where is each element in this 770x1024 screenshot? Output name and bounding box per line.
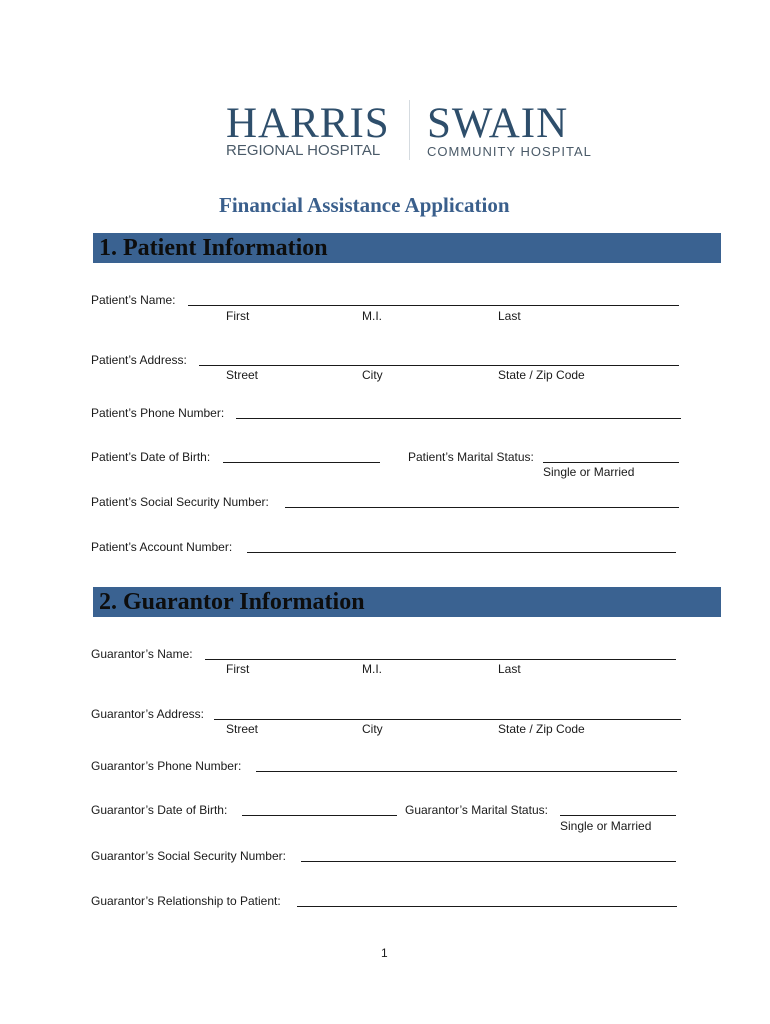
harris-logo-subtitle: REGIONAL HOSPITAL: [226, 142, 381, 159]
document-title: Financial Assistance Application: [219, 193, 510, 217]
patient-account-field[interactable]: [247, 552, 676, 553]
guarantor-address-field[interactable]: [214, 719, 681, 720]
guarantor-relationship-field[interactable]: [297, 906, 677, 907]
guarantor-address-label: Guarantor’s Address:: [91, 707, 204, 721]
patient-ssn-label: Patient’s Social Security Number:: [91, 495, 269, 509]
swain-logo-subtitle: COMMUNITY HOSPITAL: [427, 144, 592, 159]
patient-name-first-hint: First: [226, 309, 250, 323]
guarantor-relationship-label: Guarantor’s Relationship to Patient:: [91, 894, 281, 908]
patient-section-header: [93, 233, 721, 263]
guarantor-ssn-label: Guarantor’s Social Security Number:: [91, 849, 286, 863]
guarantor-phone-field[interactable]: [256, 771, 677, 772]
page-number: 1: [381, 946, 388, 960]
patient-address-label: Patient’s Address:: [91, 353, 187, 367]
guarantor-name-label: Guarantor’s Name:: [91, 647, 193, 661]
patient-marital-label: Patient’s Marital Status:: [408, 450, 534, 464]
patient-dob-label: Patient’s Date of Birth:: [91, 450, 211, 464]
patient-marital-hint: Single or Married: [543, 465, 635, 479]
patient-name-field[interactable]: [188, 305, 679, 306]
guarantor-phone-label: Guarantor’s Phone Number:: [91, 759, 242, 773]
swain-logo-name: SWAIN: [427, 100, 569, 147]
guarantor-name-first-hint: First: [226, 662, 250, 676]
patient-phone-label: Patient’s Phone Number:: [91, 406, 225, 420]
patient-account-label: Patient’s Account Number:: [91, 540, 233, 554]
guarantor-ssn-field[interactable]: [301, 861, 676, 862]
guarantor-dob-field[interactable]: [242, 815, 397, 816]
patient-address-city-hint: City: [362, 368, 383, 382]
patient-name-last-hint: Last: [498, 309, 521, 323]
harris-logo-name: HARRIS: [226, 100, 390, 147]
guarantor-name-last-hint: Last: [498, 662, 521, 676]
patient-phone-field[interactable]: [236, 418, 681, 419]
patient-name-label: Patient’s Name:: [91, 293, 176, 307]
patient-dob-field[interactable]: [223, 462, 380, 463]
guarantor-section-title: 2. Guarantor Information: [99, 589, 365, 615]
logo-divider: [409, 100, 410, 160]
guarantor-section-header: [93, 587, 721, 617]
guarantor-marital-label: Guarantor’s Marital Status:: [405, 803, 548, 817]
guarantor-dob-label: Guarantor’s Date of Birth:: [91, 803, 228, 817]
guarantor-address-city-hint: City: [362, 722, 383, 736]
guarantor-marital-hint: Single or Married: [560, 819, 652, 833]
patient-name-mi-hint: M.I.: [362, 309, 382, 323]
patient-address-statezip-hint: State / Zip Code: [498, 368, 585, 382]
patient-ssn-field[interactable]: [285, 507, 679, 508]
guarantor-address-statezip-hint: State / Zip Code: [498, 722, 585, 736]
patient-address-street-hint: Street: [226, 368, 259, 382]
guarantor-name-field[interactable]: [205, 659, 676, 660]
guarantor-address-street-hint: Street: [226, 722, 259, 736]
patient-marital-field[interactable]: [543, 462, 679, 463]
patient-section-title: 1. Patient Information: [99, 235, 328, 261]
guarantor-name-mi-hint: M.I.: [362, 662, 382, 676]
patient-address-field[interactable]: [199, 365, 679, 366]
guarantor-marital-field[interactable]: [560, 815, 676, 816]
